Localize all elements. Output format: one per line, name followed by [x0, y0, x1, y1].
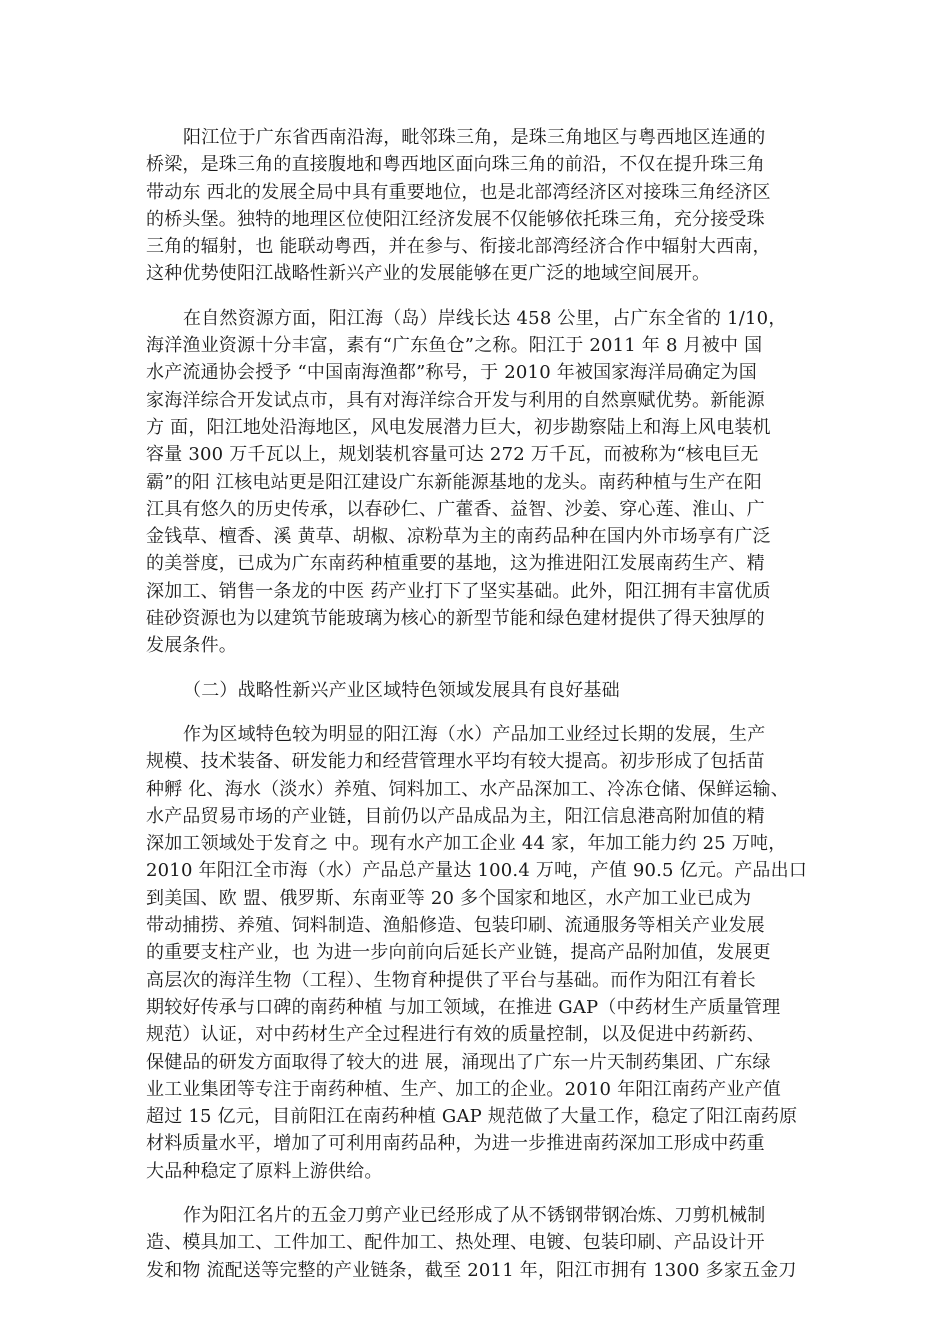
document-body	[146, 124, 812, 1284]
text-line: 规模、技术装备、研发能力和经营管理水平均有较大提高。初步形成了包括苗	[146, 751, 765, 773]
paragraph-natural-resources	[146, 305, 812, 660]
text-line: 三角的辐射，也 能联动粤西，并在参与、衔接北部湾经济合作中辐射大西南，	[146, 236, 771, 258]
text-line: 的重要支柱产业，也 为进一步向前向后延长产业链，提高产品附加值，发展更	[146, 942, 771, 964]
text-line: 期较好传承与口碑的南药种植 与加工领域，在推进 GAP（中药材生产质量管理	[146, 996, 781, 1018]
text-line: 带动捕捞、养殖、饲料制造、渔船修造、包装印刷、流通服务等相关产业发展	[146, 915, 765, 937]
text-line: 保健品的研发方面取得了较大的进 展，涌现出了广东一片天制药集团、广东绿	[146, 1051, 771, 1073]
text-line: 种孵 化、海水（淡水）养殖、饲料加工、水产品深加工、冷冻仓储、保鲜运输、	[146, 778, 789, 800]
text-line: 的桥头堡。独特的地理区位使阳江经济发展不仅能够依托珠三角，充分接受珠	[146, 208, 765, 230]
paragraph-hardware-cutlery	[146, 1202, 812, 1284]
text-line: 作为阳江名片的五金刀剪产业已经形成了从不锈钢带钢冶炼、刀剪机械制	[183, 1204, 766, 1226]
text-line: 水产品贸易市场的产业链，目前仍以产品成品为主，阳江信息港高附加值的精	[146, 805, 765, 827]
text-line: 材料质量水平，增加了可利用南药品种，为进一步推进南药深加工形成中药重	[146, 1133, 765, 1155]
text-line: 这种优势使阳江战略性新兴产业的发展能够在更广泛的地域空间展开。	[146, 263, 711, 285]
text-line: 造、模具加工、工件加工、配件加工、热处理、电镀、包装印刷、产品设计开	[146, 1232, 765, 1254]
text-line: 发展条件。	[146, 635, 237, 657]
text-line: 2010 年阳江全市海（水）产品总产量达 100.4 万吨，产值 90.5 亿元。产品出口	[146, 860, 808, 882]
text-line: 阳江位于广东省西南沿海，毗邻珠三角，是珠三角地区与粤西地区连通的	[183, 127, 766, 148]
text-line: 超过 15 亿元，目前阳江在南药种植 GAP 规范做了大量工作，稳定了阳江南药原	[146, 1106, 798, 1128]
text-line: 霸”的阳 江核电站更是阳江建设广东新能源基地的龙头。南药种植与生产在阳	[146, 471, 762, 493]
text-line: 规范）认证，对中药材生产全过程进行有效的质量控制，以及促进中药新药、	[146, 1024, 765, 1046]
text-line: 水产流通协会授予 “中国南海渔都”称号，于 2010 年被国家海洋局确定为国	[146, 362, 757, 384]
text-line: 深加工、销售一条龙的中医 药产业打下了坚实基础。此外，阳江拥有丰富优质	[146, 580, 771, 602]
text-line: 作为区域特色较为明显的阳江海（水）产品加工业经过长期的发展，生产	[183, 723, 766, 745]
paragraph-gap	[146, 288, 812, 305]
paragraph-gap	[146, 1185, 812, 1202]
text-line: 海洋渔业资源十分丰富，素有“广东鱼仓”之称。阳江于 2011 年 8 月被中 国	[146, 335, 763, 357]
text-line: 容量 300 万千瓦以上，规划装机容量可达 272 万千瓦，而被称为“核电巨无	[146, 444, 759, 466]
text-line: 深加工领域处于发育之 中。现有水产加工企业 44 家，年加工能力约 25 万吨，	[146, 833, 787, 855]
text-line: 业工业集团等专注于南药种植、生产、加工的企业。2010 年阳江南药产业产值	[146, 1078, 781, 1100]
text-line: 大品种稳定了原料上游供给。	[146, 1160, 383, 1182]
text-line: 江具有悠久的历史传承，以春砂仁、广藿香、益智、沙姜、穿心莲、淮山、广	[146, 498, 765, 520]
text-line: 到美国、欧 盟、俄罗斯、东南亚等 20 多个国家和地区，水产加工业已成为	[146, 887, 752, 909]
text-line: 带动东 西北的发展全局中具有重要地位，也是北部湾经济区对接珠三角经济区	[146, 181, 771, 203]
section-heading: （二）战略性新兴产业区域特色领域发展具有良好基础	[183, 679, 620, 701]
text-line: 的美誉度，已成为广东南药种植重要的基地，这为推进阳江发展南药生产、精	[146, 553, 765, 575]
text-line: 金钱草、檀香、溪 黄草、胡椒、凉粉草为主的南药品种在国内外市场享有广泛	[146, 526, 771, 548]
paragraph-aquatic-products	[146, 721, 812, 1185]
text-line: 桥梁，是珠三角的直接腹地和粤西地区面向珠三角的前沿，不仅在提升珠三角	[146, 154, 765, 176]
text-line: 硅砂资源也为以建筑节能玻璃为核心的新型节能和绿色建材提供了得天独厚的	[146, 608, 765, 630]
text-line: 方 面，阳江地处沿海地区，风电发展潜力巨大，初步勘察陆上和海上风电装机	[146, 416, 771, 438]
paragraph-gap	[146, 660, 812, 677]
paragraph-location	[146, 124, 812, 288]
text-line: 在自然资源方面，阳江海（岛）岸线长达 458 公里，占广东全省的 1/10，	[183, 307, 787, 329]
text-line: 高层次的海洋生物（工程）、生物育种提供了平台与基础。而作为阳江有着长	[146, 969, 756, 991]
paragraph-gap	[146, 704, 812, 721]
text-line: 发和物 流配送等完整的产业链条，截至 2011 年，阳江市拥有 1300 多家五金刀	[146, 1259, 797, 1281]
text-line: 家海洋综合开发试点市，具有对海洋综合开发与利用的自然禀赋优势。新能源	[146, 389, 765, 411]
